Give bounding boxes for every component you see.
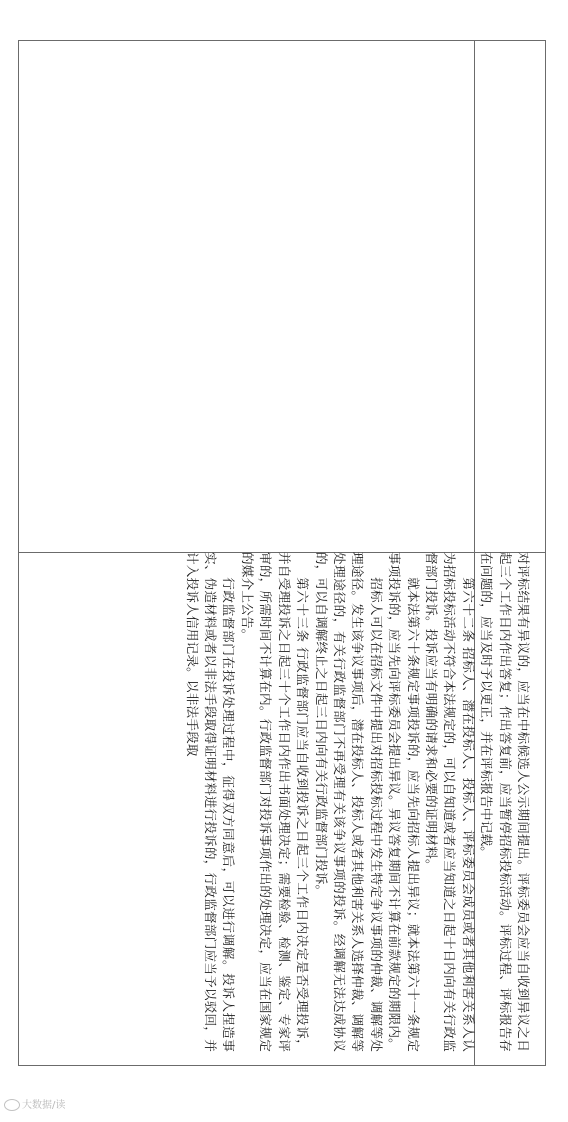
- rotated-text-cell: [18, 552, 532, 1052]
- watermark-logo-icon: [4, 1099, 20, 1111]
- paragraph: 行政监督部门在投诉处理过程中，征得双方同意后，可以进行调解。投诉人捏造事实、伪造材料或者以非法手段取得证明材料进行投诉的，行政监督部门应当予以驳回，并计入投诉人信用记录。以非法手段取: [184, 552, 237, 1052]
- paragraph: 就本法第六十条规定事项投诉的，应当先向招标人提出异议；就本法第六十一条规定事项投诉的，应当先向评标委员会提出异议。异议答复期间不计算在前款规定的期限内。: [387, 552, 421, 1052]
- paragraph: 第六十三条 行政监督部门应当自收到投诉之日起三个工作日内决定是否受理投诉，并自受理投诉之日起三十个工作日内作出书面处理决定；需要检验、检测、鉴定、专家评审的，所需时间不计算在内。行政监督部门对投诉事项作出的处理决定，应当在国家规定的媒介上公告。: [239, 552, 311, 1052]
- regulation-text: [18, 552, 532, 1052]
- paragraph: 招标人可以在招标文件中提出对招标投标过程中发生特定争议事项的仲裁、调解等处理途径。发生该争议事项后，潜在投标人、投标人或者其他利害关系人选择仲裁、调解等处理途径的，有关行政监督部门不再受理有关该争议事项的投诉。经调解无法达成协议的，可以自调解终止之日起三日内向有关行政监督部门投诉。: [313, 552, 384, 1052]
- paragraph: 对评标结果有异议的，应当在中标候选人公示期间提出。评标委员会应当自收到异议之日起三个工作日内作出答复；作出答复前，应当暂停招标投标活动。评标过程、评标报告存在问题的，应当及时予以更正，并在评标报告中记载。: [479, 552, 531, 1052]
- watermark: [4, 1096, 65, 1111]
- paragraph: 第六十二条 招标人、潜在投标人、投标人、评标委员会成员或者其他利害关系人认为招标投标活动不符合本法规定的，可以自知道或者应当知道之日起十日内向有关行政监督部门投诉。投诉应当有明确的请求和必要的证明材料。: [423, 552, 476, 1052]
- watermark-text: 大数据/读: [22, 1100, 66, 1111]
